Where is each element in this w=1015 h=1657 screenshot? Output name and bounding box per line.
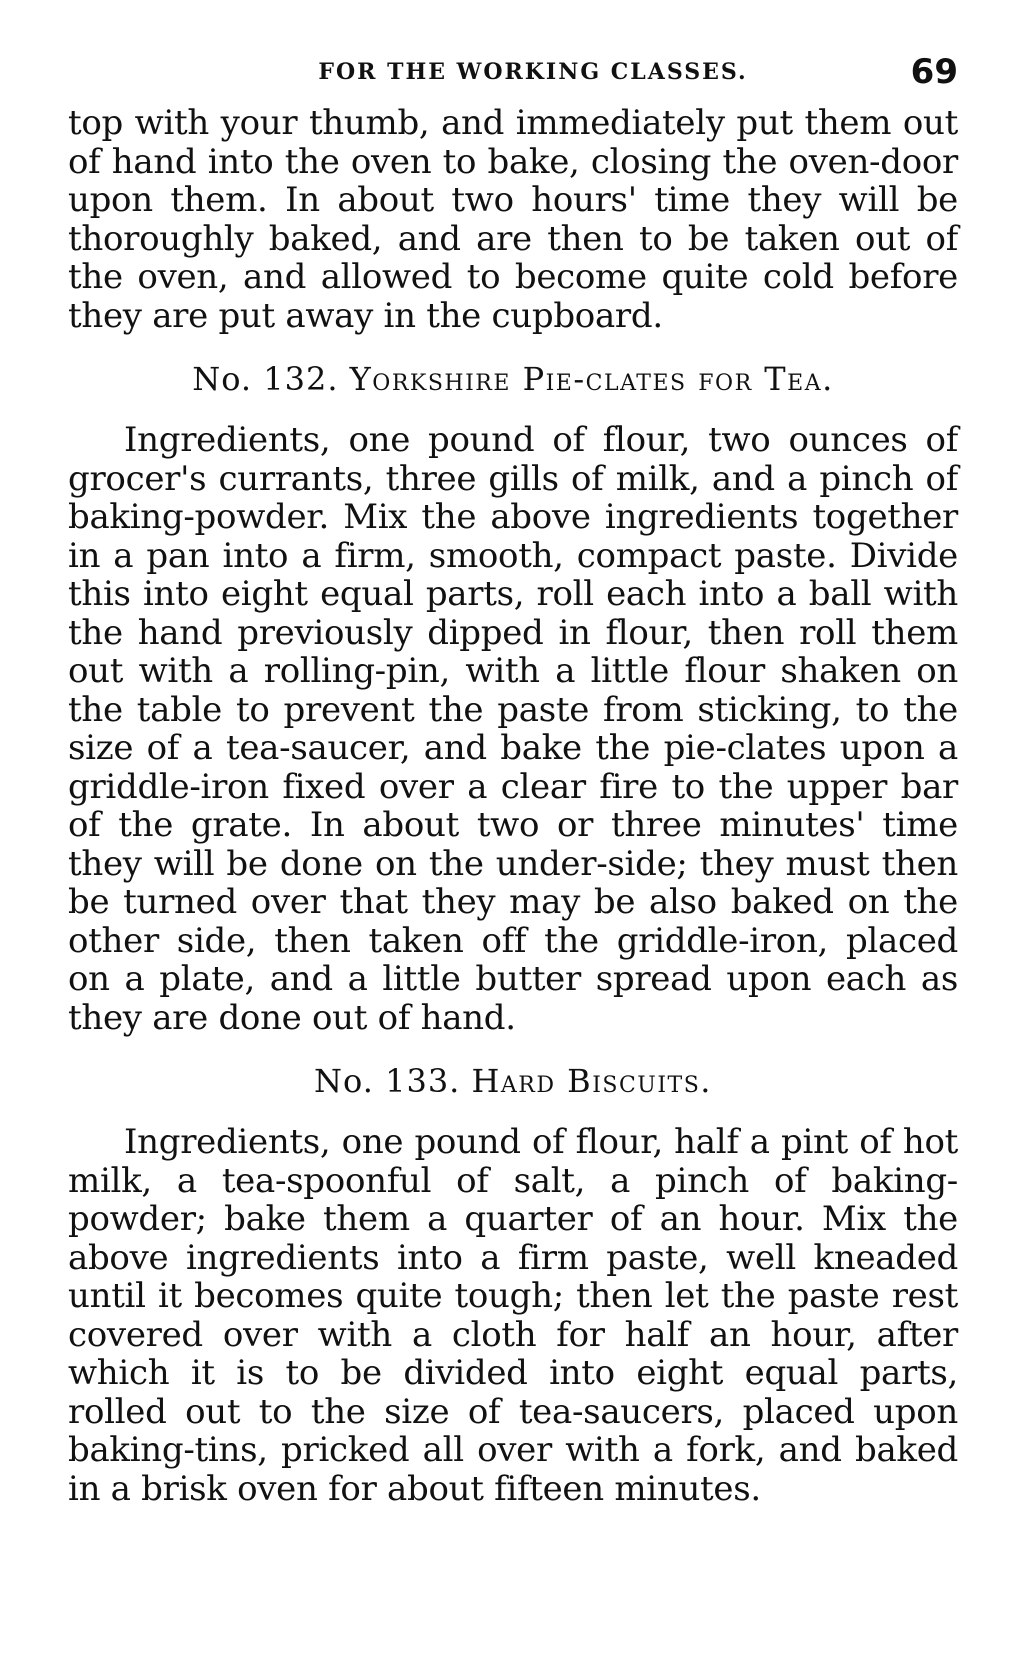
recipe-number: No. 132. xyxy=(192,360,339,398)
running-head xyxy=(68,52,958,104)
book-page xyxy=(68,52,958,1508)
page-number: 69 xyxy=(910,52,958,92)
recipe-title: Yorkshire Pie-clates for Tea. xyxy=(349,360,834,398)
recipe-title: Hard Biscuits. xyxy=(471,1062,712,1100)
recipe-heading-133 xyxy=(68,1061,958,1101)
recipe-number: No. 133. xyxy=(314,1062,461,1100)
running-title: FOR THE WORKING CLASSES. xyxy=(318,59,748,85)
continuation-paragraph: top with your thumb, and immediately put them out of hand into the oven to bake, closing the oven-door upon them. In about two hours' time they will be thoroughly baked, and are then to be taken out of the oven, and allowed to become quite cold before they are put away in the cupboard. xyxy=(68,103,958,336)
recipe-body-132: Ingredients, one pound of flour, two ounces of grocer's currants, three gills of milk, and a pinch of baking-powder. Mix the above ingredients together in a pan into a firm, smooth, compact paste. Divide this into eight equal parts, roll each into a ball with the hand previously dipped in flour, then roll them out with a rolling-pin, with a little flour shaken on the table to prevent the paste from sticking, to the size of a tea-saucer, and bake the pie-clates upon a griddle-iron fixed over a clear fire to the upper bar of the grate. In about two or three minutes' time they will be done on the under-side; they must then be turned over that they may be also baked on the other side, then taken off the griddle-iron, placed on a plate, and a little butter spread upon each as they are done out of hand. xyxy=(68,420,958,1038)
recipe-heading-132 xyxy=(68,359,958,399)
recipe-body-133: Ingredients, one pound of flour, half a pint of hot milk, a tea-spoonful of salt, a pinch of baking-powder; bake them a quarter of an hour. Mix the above ingredients into a firm paste, well kneaded until it becomes quite tough; then let the paste rest covered over with a cloth for half an hour, after which it is to be divided into eight equal parts, rolled out to the size of tea-saucers, placed upon baking-tins, pricked all over with a fork, and baked in a brisk oven for about fifteen minutes. xyxy=(68,1122,958,1509)
